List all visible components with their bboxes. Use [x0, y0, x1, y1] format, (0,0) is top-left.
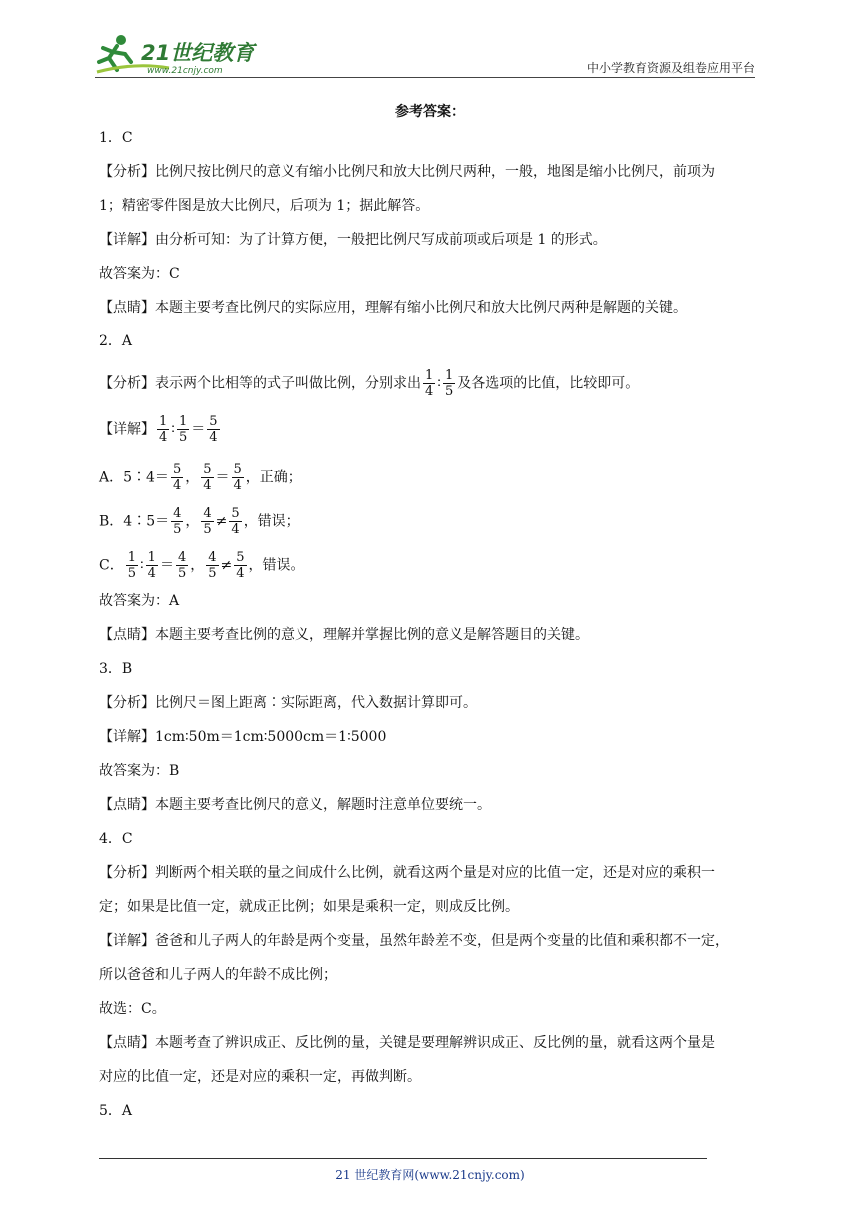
q1-final-answer: 故答案为：C — [99, 266, 180, 282]
fraction: $\frac{1}{4}$ — [147, 550, 156, 581]
q5-answer: 5．A — [99, 1103, 133, 1119]
q4-answer: 4．C — [99, 831, 133, 847]
q1-analysis-line1: 【分析】比例尺按比例尺的意义有缩小比例尺和放大比例尺两种，一般，地图是缩小比例尺，前项为 — [99, 164, 715, 180]
page-header — [95, 30, 755, 78]
fraction: $\frac{5}{4}$ — [172, 462, 182, 493]
fraction: $\frac{5}{4}$ — [203, 462, 212, 493]
q4-detail-line2: 所以爸爸和儿子两人的年龄不成比例； — [99, 967, 337, 983]
fraction: $\frac{5}{4}$ — [233, 462, 242, 493]
svg-text:21世纪教育: 21世纪教育 — [141, 41, 255, 65]
fraction: $\frac{1}{5}$ — [127, 550, 136, 581]
footer-divider — [99, 1158, 707, 1159]
fraction: $\frac{5}{4}$ — [209, 414, 218, 445]
site-logo — [95, 32, 265, 76]
fraction: $\frac{1}{4}$ — [159, 414, 168, 445]
q4-comment-line2: 对应的比值一定，还是对应的乘积一定，再做判断。 — [99, 1069, 421, 1085]
q1-analysis-line2: 1；精密零件图是放大比例尺，后项为 1；据此解答。 — [99, 198, 430, 214]
fraction: $\frac{5}{4}$ — [236, 550, 245, 581]
q3-analysis: 【分析】比例尺＝图上距离∶实际距离，代入数据计算即可。 — [99, 695, 477, 711]
fraction: $\frac{1}{5}$ — [178, 414, 188, 445]
q2-option-a: A．5∶4＝ $\frac{5}{4}$ ， $\frac{5}{4}$ ＝ $\frac{5}{4}$ ，正确； — [99, 462, 302, 493]
fraction: $\frac{4}{5}$ — [173, 506, 182, 537]
q2-option-b: B．4∶5＝ $\frac{4}{5}$ ， $\frac{4}{5}$ ≠ $\frac{5}{4}$ ，错误； — [99, 506, 300, 537]
q4-analysis-line1: 【分析】判断两个相关联的量之间成什么比例，就看这两个量是对应的比值一定，还是对应的乘积一 — [99, 865, 715, 881]
fraction: $\frac{1}{4}$ — [425, 368, 434, 399]
q3-detail: 【详解】1cm∶50m＝1cm∶5000cm＝1∶5000 — [99, 729, 387, 745]
fraction: $\frac{1}{5}$ — [444, 368, 454, 399]
fraction: $\frac{4}{5}$ — [208, 550, 217, 581]
q2-final-answer: 故答案为：A — [99, 593, 180, 609]
q2-answer: 2．A — [99, 333, 133, 349]
q4-comment-line1: 【点睛】本题考查了辨识成正、反比例的量，关键是要理解辨识成正、反比例的量，就看这两个量是 — [99, 1035, 715, 1051]
q3-final-answer: 故答案为：B — [99, 763, 180, 779]
answer-title: 参考答案： — [395, 104, 465, 120]
q4-analysis-line2: 定；如果是比值一定，就成正比例；如果是乘积一定，则成反比例。 — [99, 899, 519, 915]
q3-comment: 【点睛】本题主要考查比例尺的意义，解题时注意单位要统一。 — [99, 797, 491, 813]
q4-final-answer: 故选：C。 — [99, 1001, 166, 1017]
fraction: $\frac{4}{5}$ — [177, 550, 187, 581]
q2-detail: 【详解】 $\frac{1}{4}$ ∶ $\frac{1}{5}$ ＝ $\frac{5}{4}$ — [99, 414, 218, 445]
q3-answer: 3．B — [99, 661, 133, 677]
platform-name: 中小学教育资源及组卷应用平台 — [586, 61, 755, 75]
svg-text:www.21cnjy.com: www.21cnjy.com — [147, 66, 223, 76]
q4-detail-line1: 【详解】爸爸和儿子两人的年龄是两个变量，虽然年龄差不变，但是两个变量的比值和乘积都不一定， — [99, 933, 729, 949]
q2-option-c: C． $\frac{1}{5}$ ∶ $\frac{1}{4}$ ＝ $\frac{4}{5}$ ， $\frac{4}{5}$ ≠ $\frac{5}{4}$ ，错误。 — [99, 550, 305, 581]
fraction: $\frac{4}{5}$ — [203, 506, 212, 537]
header-divider — [95, 77, 755, 78]
q2-analysis: 【分析】表示两个比相等的式子叫做比例，分别求出 $\frac{1}{4}$ ∶ $\frac{1}{5}$ 及各选项的比值，比较即可。 — [99, 368, 640, 399]
fraction: $\frac{5}{4}$ — [231, 506, 240, 537]
q1-answer: 1．C — [99, 130, 133, 146]
q1-detail: 【详解】由分析可知：为了计算方便，一般把比例尺写成前项或后项是 1 的形式。 — [99, 232, 607, 248]
footer-text[interactable]: 21 世纪教育网(www.21cnjy.com) — [335, 1168, 525, 1182]
q1-comment: 【点睛】本题主要考查比例尺的实际应用，理解有缩小比例尺和放大比例尺两种是解题的关键。 — [99, 300, 687, 316]
q2-comment: 【点睛】本题主要考查比例的意义，理解并掌握比例的意义是解答题目的关键。 — [99, 627, 589, 643]
